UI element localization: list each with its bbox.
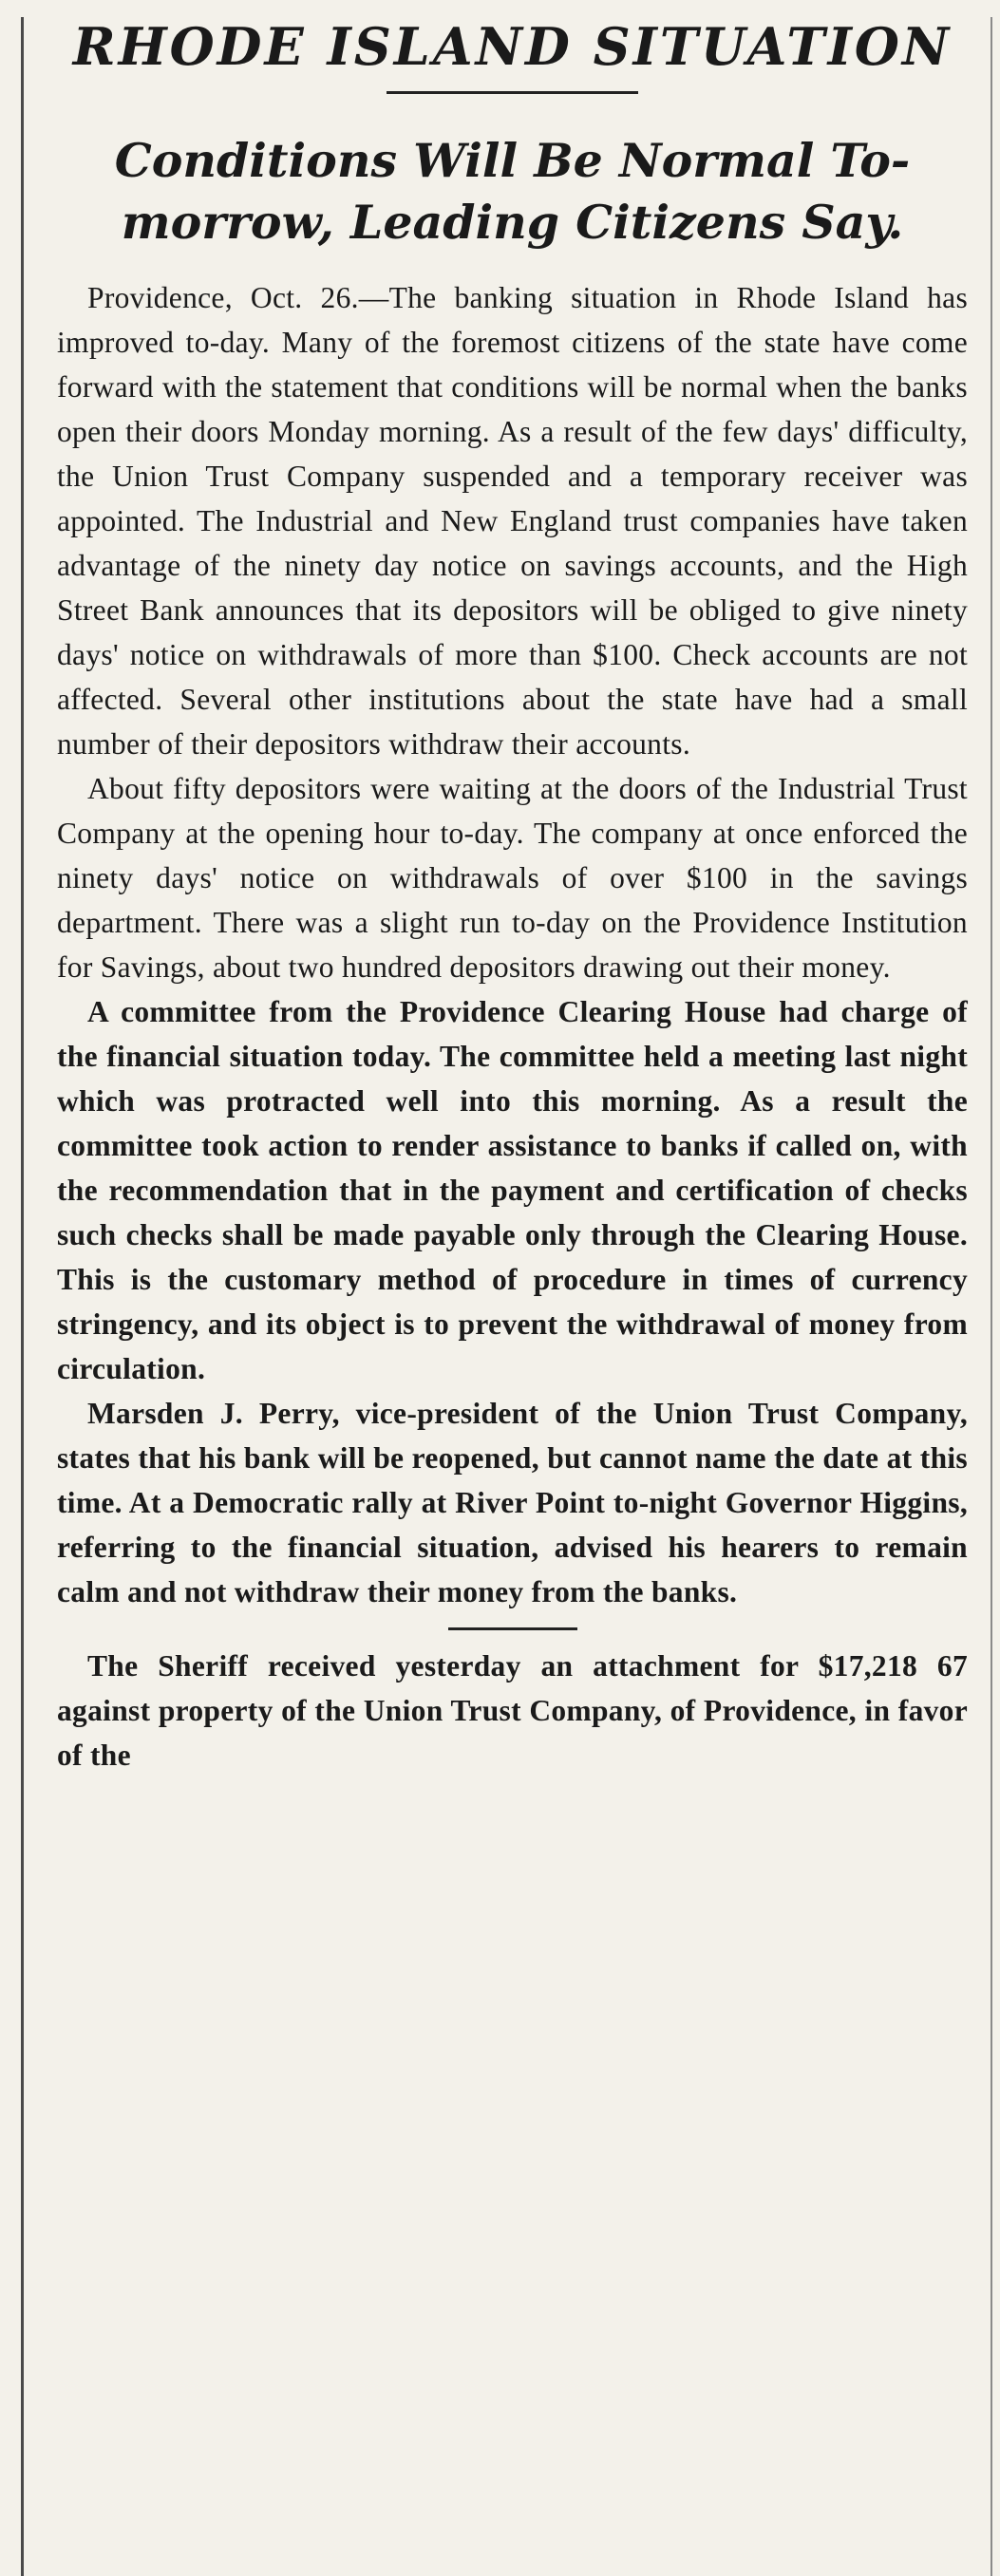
paragraph-3: A committee from the Providence Clearing House had charge of the financial situation today. The committee held a meeting last night which was protracted well into this morning. As a result the committee took action to render assistance to banks if called on, with the recommendation that in the payment and certification of checks such checks shall be made payable only through the Clearing House. This is the customary method of procedure in times of currency stringency, and its object is to prevent the withdrawal of money from circulation. bbox=[57, 995, 968, 1386]
headline: RHODE ISLAND SITUATION bbox=[72, 16, 953, 77]
headline-divider bbox=[387, 91, 638, 94]
subheadline: Conditions Will Be Normal To-morrow, Leading Citizens Say. bbox=[114, 133, 911, 250]
paragraph-1: Providence, Oct. 26.—The banking situation in Rhode Island has improved to-day. Many of the foremost citizens of the state have come forward with the statement that conditions will be normal when the banks open their doors Monday morning. As a result of the few days' difficulty, the Union Trust Company suspended and a temporary receiver was appointed. The Industrial and New England trust companies have taken advantage of the ninety day notice on savings accounts, and the High Street Bank announces that its depositors will be obliged to give ninety days' notice on withdrawals of more than $100. Check accounts are not affected. Several other institutions about the state have had a small number of their depositors withdraw their accounts. bbox=[57, 281, 968, 762]
article-divider bbox=[448, 1627, 577, 1630]
paragraph-2: About fifty depositors were waiting at the doors of the Industrial Trust Company at the opening hour to-day. The company at once enforced the ninety days' notice on withdrawals of over $100 in the savings department. There was a slight run to-day on the Providence Institution for Savings, about two hundred depositors drawing out their money. bbox=[57, 772, 968, 985]
article-body bbox=[57, 275, 968, 1777]
column-rule-right bbox=[991, 17, 992, 2576]
paragraph-4: Marsden J. Perry, vice-president of the Union Trust Company, states that his bank will be reopened, but cannot name the date at this time. At a Democratic rally at River Point to-night Governor Higgins, referring to the financial situation, advised his hearers to remain calm and not withdraw their money from the banks. bbox=[57, 1397, 968, 1609]
column-rule-left bbox=[21, 17, 24, 2576]
next-item-paragraph: The Sheriff received yesterday an attachment for $17,218 67 against property of the Union Trust Company, of Providence, in favor of the bbox=[57, 1649, 968, 1773]
newspaper-column bbox=[0, 17, 1000, 2576]
